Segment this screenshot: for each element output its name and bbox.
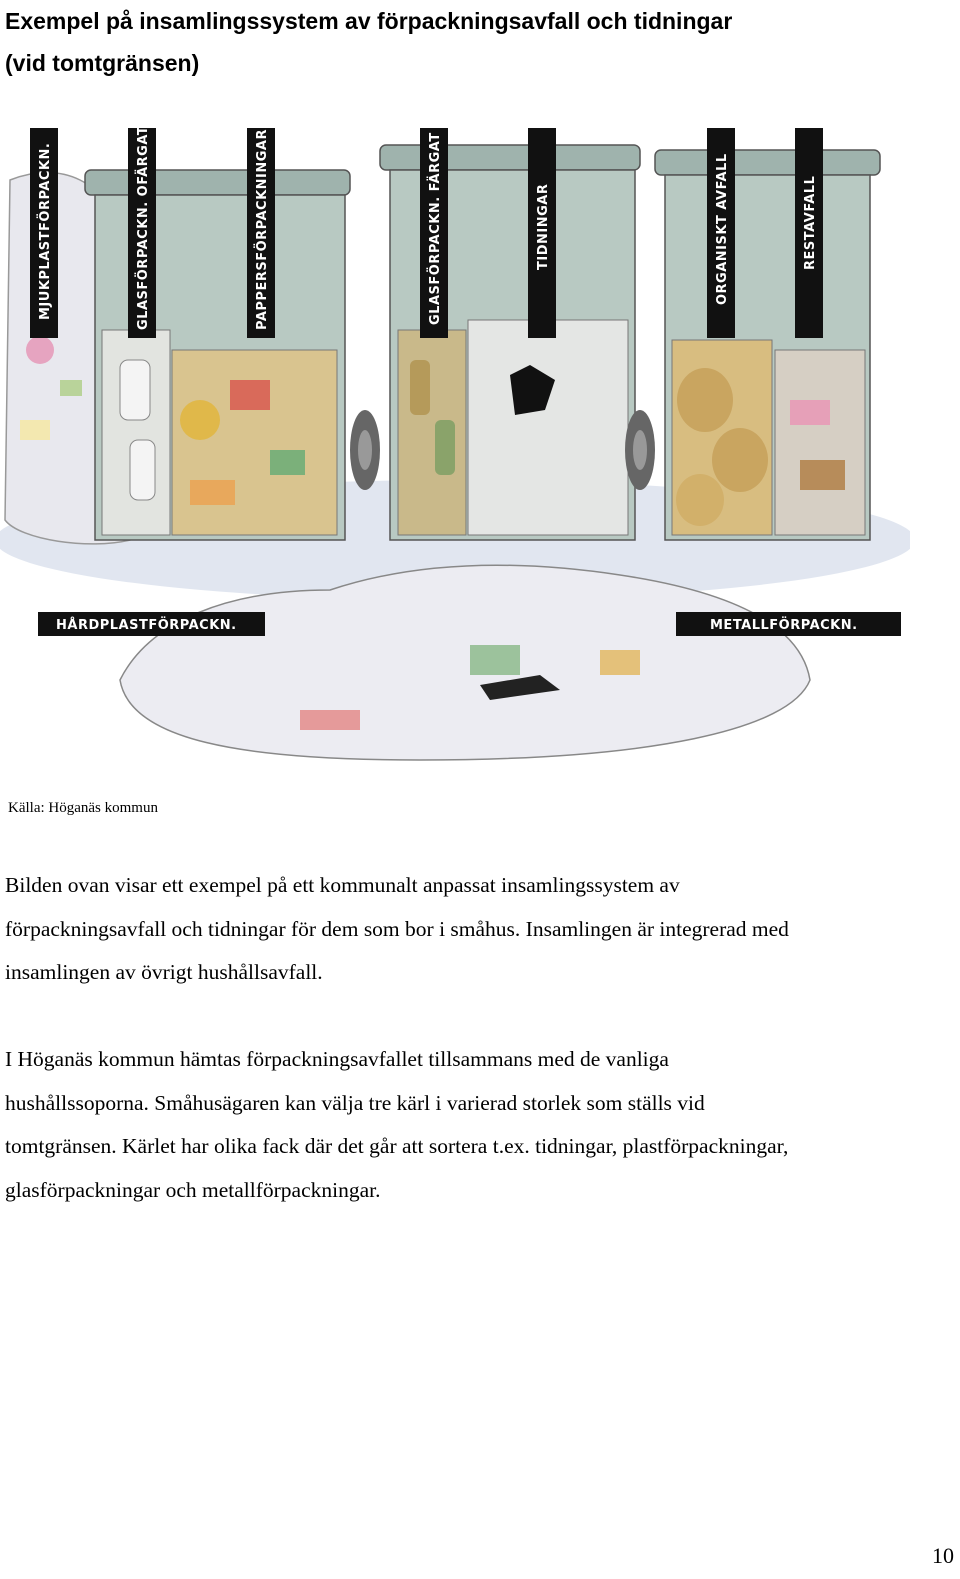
bin-label-3: PAPPERSFÖRPACKNINGAR [255, 129, 270, 330]
title-line-1: Exempel på insamlingssystem av förpackningsavfall och tidningar [5, 8, 733, 34]
p1-line-1: Bilden ovan visar ett exempel på ett kommunalt anpassat insamlingssystem av [5, 873, 680, 897]
bin-label-2: GLASFÖRPACKN. OFÄRGAT [136, 125, 151, 330]
p2-line-4: glasförpackningar och metallförpackningar. [5, 1177, 381, 1202]
bin-2 [380, 145, 640, 540]
page-title [5, 0, 732, 84]
bin-3 [655, 150, 880, 540]
bin-label-6: ORGANISKT AVFALL [715, 153, 730, 305]
page-number: 10 [932, 1543, 954, 1568]
p2-line-1: I Höganäs kommun hämtas förpackningsavfallet tillsammans med de vanliga [5, 1047, 669, 1071]
p1-line-2: förpackningsavfall och tidningar för dem som bor i småhus. Insamlingen är integrerad med [5, 916, 789, 941]
title-line-2: (vid tomtgränsen) [5, 50, 200, 76]
waste-bins-illustration [0, 120, 910, 770]
p2-line-2: hushållssoporna. Småhusägaren kan välja tre kärl i varierad storlek som ställs vid [5, 1090, 705, 1115]
paragraph-1 [5, 864, 940, 995]
p2-line-3: tomtgränsen. Kärlet har olika fack där det går att sortera t.ex. tidningar, plastförpackningar, [5, 1134, 789, 1158]
paragraph-2 [5, 1038, 940, 1212]
bin-label-7: RESTAVFALL [803, 175, 818, 270]
bin-label-4: GLASFÖRPACKN. FÄRGAT [428, 132, 443, 325]
figure-caption: Källa: Höganäs kommun [8, 800, 158, 816]
bag-label-right: METALLFÖRPACKN. [710, 618, 858, 633]
bag-label-left: HÅRDPLASTFÖRPACKN. [56, 618, 237, 633]
p1-line-3: insamlingen av övrigt hushållsavfall. [5, 960, 323, 984]
bin-label-5: TIDNINGAR [536, 183, 551, 270]
bin-1 [85, 170, 350, 540]
bin-label-1: MJUKPLASTFÖRPACKN. [38, 142, 53, 320]
